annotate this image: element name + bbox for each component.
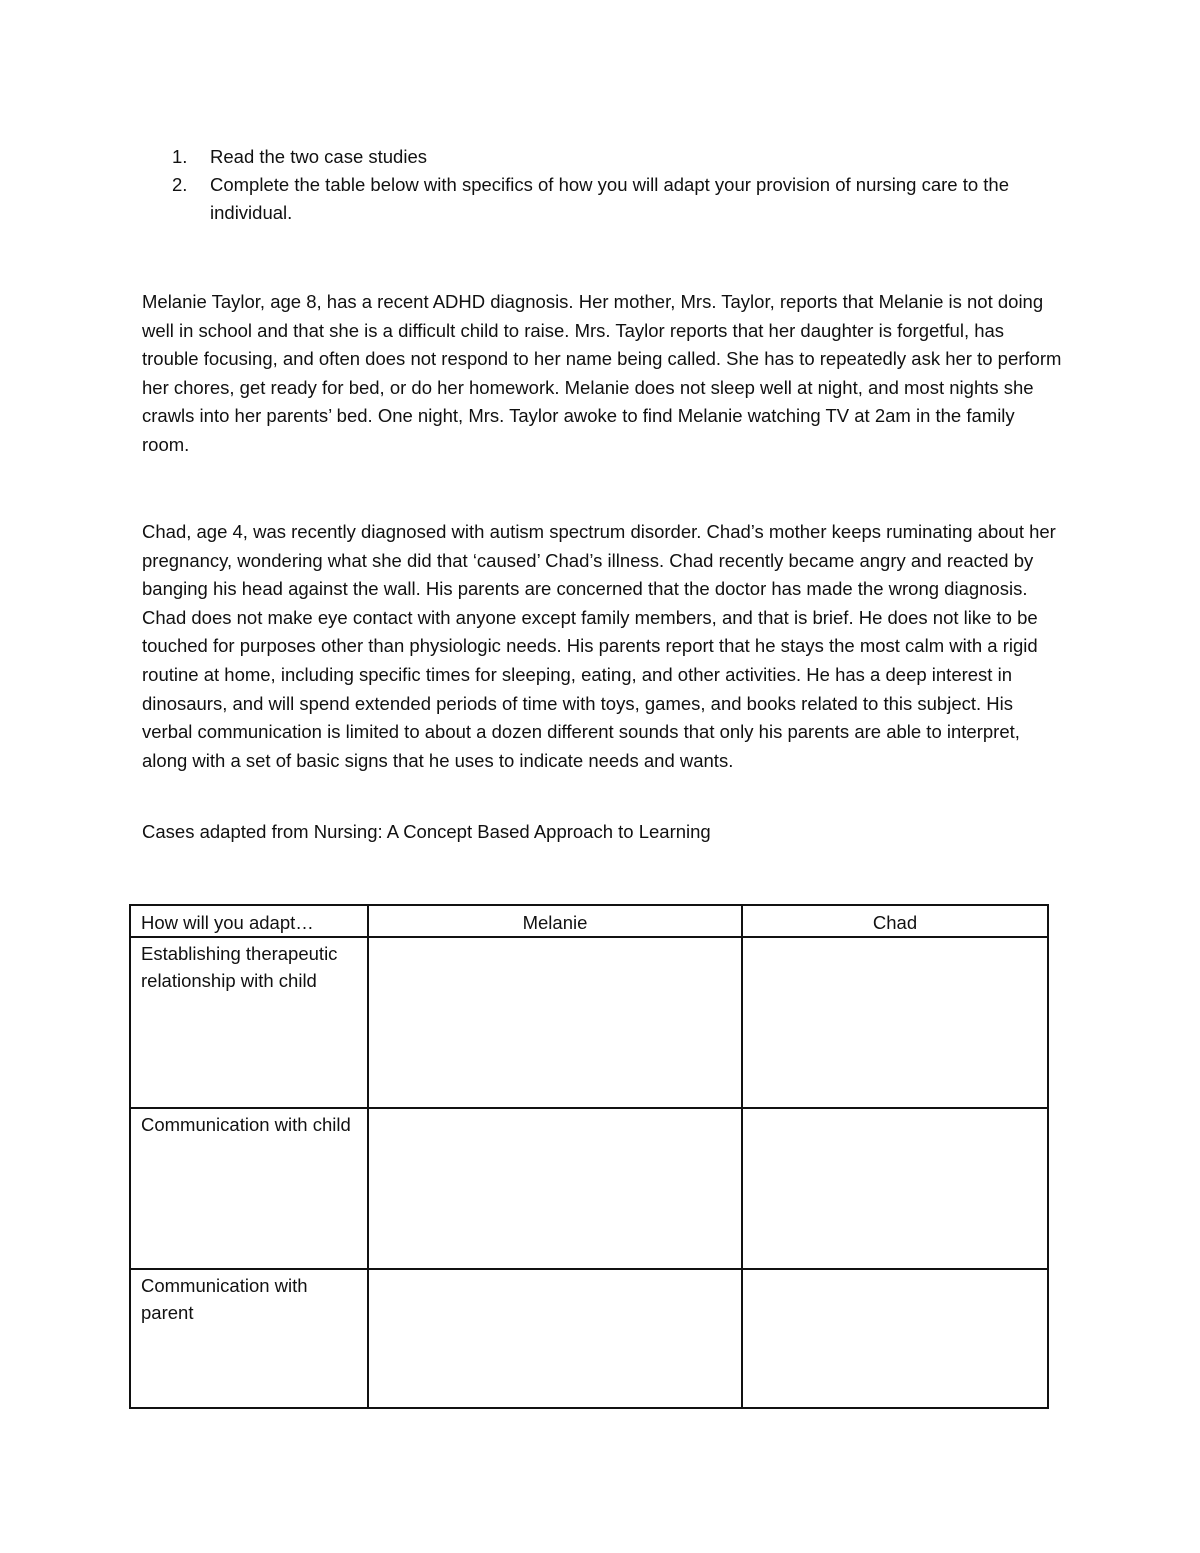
row-label: Establishing therapeutic relationship with child [130, 937, 368, 1108]
adaptation-table [129, 904, 1049, 1409]
table-row [130, 1269, 1048, 1408]
instruction-item [172, 143, 1052, 171]
instruction-text: Read the two case studies [210, 146, 427, 167]
melanie-cell[interactable] [368, 1269, 742, 1408]
chad-cell[interactable] [742, 1108, 1048, 1269]
instruction-number: 2. [172, 174, 188, 195]
instruction-number: 1. [172, 146, 188, 167]
chad-cell[interactable] [742, 1269, 1048, 1408]
row-label: Communication with parent [130, 1269, 368, 1408]
instruction-list [172, 143, 1052, 227]
chad-cell[interactable] [742, 937, 1048, 1108]
table-row [130, 937, 1048, 1108]
table-header-row [130, 905, 1048, 937]
instruction-text: Complete the table below with specifics of how you will adapt your provision of nursing care to the individual. [210, 174, 1010, 223]
case-study-melanie: Melanie Taylor, age 8, has a recent ADHD diagnosis. Her mother, Mrs. Taylor, reports that Melanie is not doing well in school and that she is a difficult child to raise. Mrs. Taylor reports that her daughter is forgetful, has trouble focusing, and often does not respond to her name being called. She has to repeatedly ask her to perform her chores, get ready for bed, or do her homework. Melanie does not sleep well at night, and most nights she crawls into her parents’ bed. One night, Mrs. Taylor awoke to find Melanie watching TV at 2am in the family room. [142, 291, 1062, 455]
table-row [130, 1108, 1048, 1269]
column-header-adapt: How will you adapt… [130, 905, 368, 937]
case-source-note: Cases adapted from Nursing: A Concept Based Approach to Learning [142, 821, 711, 842]
column-header-chad: Chad [742, 905, 1048, 937]
melanie-cell[interactable] [368, 1108, 742, 1269]
case-study-chad: Chad, age 4, was recently diagnosed with autism spectrum disorder. Chad’s mother keeps ruminating about her pregnancy, wondering what she did that ‘caused’ Chad’s illness. Chad recently became angry and reacted by banging his head against the wall. His parents are concerned that the doctor has made the wrong diagnosis. Chad does not make eye contact with anyone except family members, and that is brief. He does not like to be touched for purposes other than physiologic needs. His parents report that he stays the most calm with a rigid routine at home, including specific times for sleeping, eating, and other activities. He has a deep interest in dinosaurs, and will spend extended periods of time with toys, games, and books related to this subject. His verbal communication is limited to about a dozen different sounds that only his parents are able to interpret, along with a set of basic signs that he uses to indicate needs and wants. [142, 521, 1056, 771]
column-header-melanie: Melanie [368, 905, 742, 937]
row-label: Communication with child [130, 1108, 368, 1269]
melanie-cell[interactable] [368, 937, 742, 1108]
instruction-item [172, 171, 1052, 227]
